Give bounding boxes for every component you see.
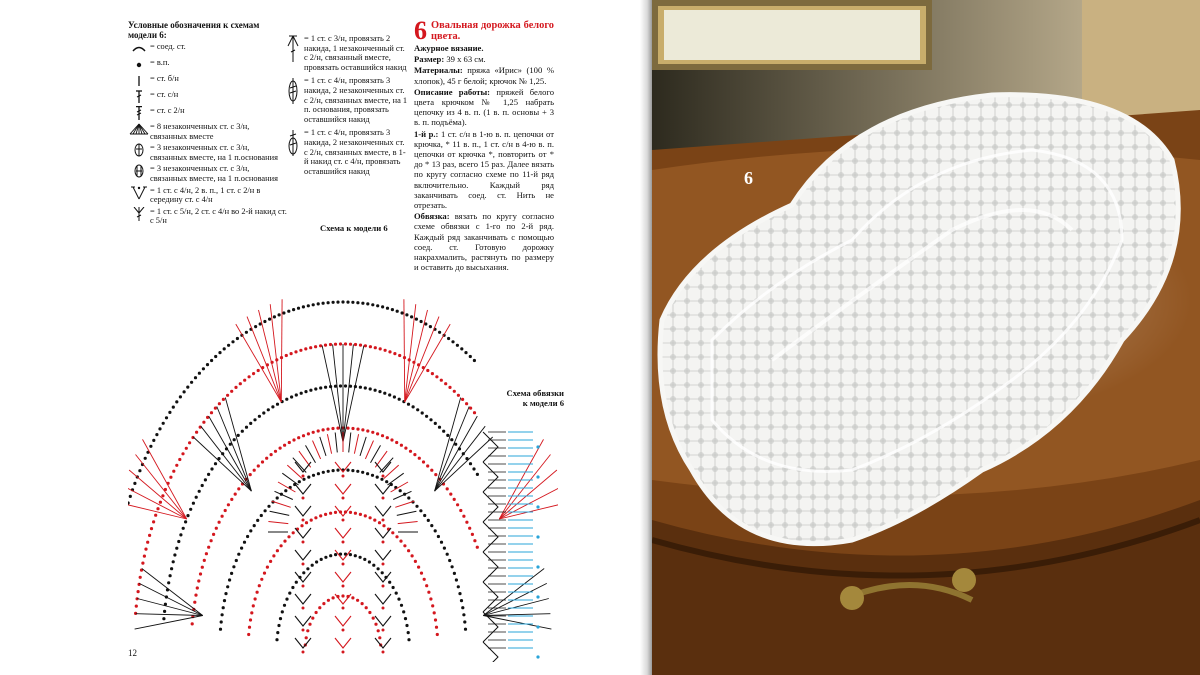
legend-item: = 1 ст. с 3/н, провязать 2 накида, 1 незаконченный ст. с 2/н, связанный вместе, провязать оставшийся накид (282, 34, 410, 72)
legend-item: = ст. с/н (128, 90, 288, 104)
legend-item: = 3 незаконченных ст. с 3/н, связанных вместе, на 1 п.основания (128, 164, 288, 183)
crochet-chart (128, 232, 558, 662)
legend-item: = 8 незаконченных ст. с 3/н, связанных вместе (128, 122, 288, 141)
model-header (414, 16, 554, 45)
legend-item: = ст. с 2/н (128, 106, 288, 120)
row1-line: 1-й р.: 1 ст. с/н в 1-ю в. п. цепочки от крючка, * 11 в. п., 1 ст. с/н в 4-ю в. п. цепочки от крючка *, повторить от * до * 13 раз, всего 15 раз. Далее вязать по кругу согласно схеме по 11-й ряд включительно. Каждый ряд заканчивать соед. ст. Нить не отрезать. (414, 128, 554, 211)
legend-item: = 1 ст. с 4/н, провязать 3 накида, 2 незаконченных ст. с 2/н, связанных вместе, на 1 п. основания, провязать оставшийся накид (282, 76, 410, 124)
legend-item: = ст. б/н (128, 74, 288, 88)
legend (128, 20, 288, 226)
page-number: 12 (128, 648, 137, 658)
legend-item: = 1 ст. с 4/н, провязать 3 накида, 2 незаконченных ст. с 2/н, связанных вместе, в 1-й накид ст. с 4/н, провязать оставшийся накид (282, 128, 410, 176)
technique: Ажурное вязание. (414, 43, 484, 53)
double-treble-icon (128, 106, 150, 120)
right-page (652, 0, 1200, 675)
chain-icon (128, 58, 150, 72)
single-crochet-icon (128, 74, 150, 88)
v-stitch-icon (128, 186, 150, 200)
treble-4-icon (282, 76, 304, 106)
doily-photo (652, 0, 1200, 675)
legend-item: = соед. ст. (128, 42, 288, 56)
cluster-8-icon (128, 122, 150, 136)
legend-item: = в.п. (128, 58, 288, 72)
model-number: 6 (414, 16, 427, 45)
legend-secondary (282, 30, 410, 176)
edging-line: Обвязка: вязать по кругу согласно схеме обвязки с 1-го по 2-й ряд. Каждый ряд заканчивать с помощью соед. ст. Готовую дорожку накрахмалить, растянуть по размеру и оставить до высыхания. (414, 211, 555, 273)
long-stitch-icon (128, 207, 150, 221)
legend-item: = 1 ст. с 4/н, 2 в. п., 1 ст. с 2/н в середину ст. с 4/н (128, 186, 288, 205)
treble-4b-icon (282, 128, 304, 158)
main-diagram-label: Схема к модели 6 (320, 223, 388, 233)
legend-item: = 3 незаконченных ст. с 3/н, связанных вместе, на 1 п.основания (128, 143, 288, 162)
model-title: Овальная дорожка белого цвета. (431, 20, 554, 42)
size-line: Размер: 39 х 63 см. (414, 54, 486, 65)
double-crochet-icon (128, 90, 150, 104)
cluster-3b-icon (128, 164, 150, 178)
materials-line: Материалы: пряжа «Ирис» (100 % хлопок), 45 г белой; крючок № 1,25. (414, 65, 554, 86)
edging-diagram-label: Схема обвязки к модели 6 (506, 388, 564, 408)
treble-3-icon (282, 34, 304, 64)
legend-item: = 1 ст. с 5/н, 2 ст. с 4/н во 2-й накид ст. с 5/н (128, 207, 288, 226)
page-gutter (640, 0, 652, 675)
slip-stitch-icon (128, 42, 150, 56)
legend-title: Условные обозначения к схемам модели 6: (128, 20, 260, 40)
photo-model-number: 6 (744, 168, 753, 188)
description-line: Описание работы: пряжей белого цвета крючком № 1,25 набрать цепочку из 4 в. п. (1 в. п. основы + 3 в. п. подъёма). (414, 86, 554, 128)
cluster-3-icon (128, 143, 150, 157)
